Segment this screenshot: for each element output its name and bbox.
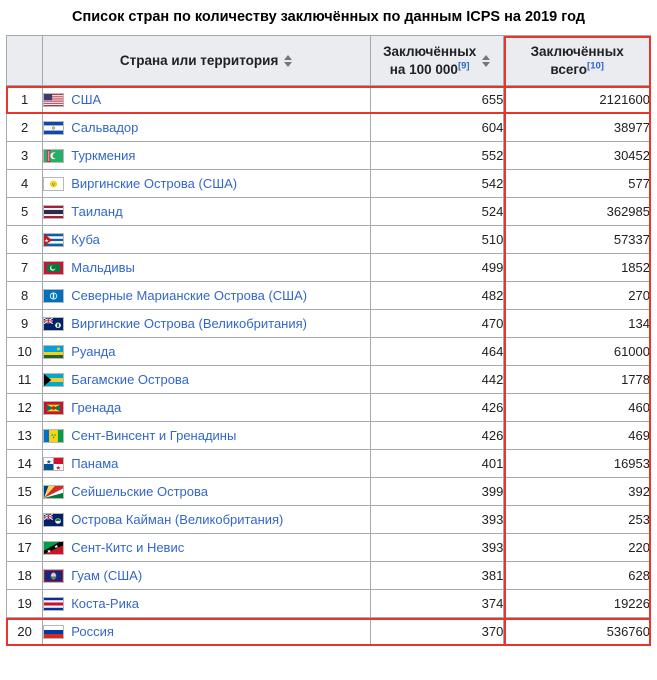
- cell-country: [43, 394, 371, 422]
- table-row: [7, 422, 651, 450]
- cell-total: 38977: [504, 114, 651, 142]
- country-cell: [43, 120, 370, 136]
- cell-country: [43, 366, 371, 394]
- cell-rank: 20: [7, 618, 43, 646]
- table-header: [7, 36, 651, 86]
- country-link[interactable]: Виргинские Острова (США): [71, 175, 238, 191]
- table-body: [7, 86, 651, 646]
- cell-total: 1778: [504, 366, 651, 394]
- cell-total: 61000: [504, 338, 651, 366]
- cell-per-100k: 426: [370, 422, 503, 450]
- column-header-total-label: [531, 43, 624, 78]
- cell-per-100k: 524: [370, 198, 503, 226]
- cell-per-100k: 510: [370, 226, 503, 254]
- flag-icon-vi: [43, 177, 64, 191]
- sort-arrows-icon[interactable]: [284, 54, 293, 68]
- country-link[interactable]: Сент-Винсент и Гренадины: [71, 427, 237, 443]
- flag-icon-sc: [43, 485, 64, 499]
- table-row: [7, 310, 651, 338]
- cell-country: [43, 506, 371, 534]
- flag-icon-mv: [43, 261, 64, 275]
- cell-country: [43, 198, 371, 226]
- country-cell: [43, 204, 370, 220]
- cell-country: [43, 478, 371, 506]
- flag-icon-ru: [43, 625, 64, 639]
- cell-rank: 5: [7, 198, 43, 226]
- cell-per-100k: 655: [370, 86, 503, 114]
- cell-rank: 4: [7, 170, 43, 198]
- table-row: [7, 170, 651, 198]
- table-row: [7, 254, 651, 282]
- flag-icon-cu: [43, 233, 64, 247]
- flag-icon-mp: [43, 289, 64, 303]
- cell-rank: 15: [7, 478, 43, 506]
- country-cell: [43, 512, 370, 528]
- country-link[interactable]: Таиланд: [71, 203, 123, 219]
- table-row: [7, 86, 651, 114]
- flag-icon-sv: [43, 121, 64, 135]
- country-link[interactable]: Северные Марианские Острова (США): [71, 287, 308, 303]
- prisoners-table: [6, 35, 651, 646]
- reference-10[interactable]: [10]: [587, 60, 604, 72]
- cell-rank: 14: [7, 450, 43, 478]
- country-cell: [43, 148, 370, 164]
- country-link[interactable]: Сент-Китс и Невис: [71, 539, 185, 555]
- country-link[interactable]: Россия: [71, 623, 114, 639]
- country-cell: [43, 176, 370, 192]
- cell-per-100k: 442: [370, 366, 503, 394]
- cell-total: 577: [504, 170, 651, 198]
- cell-country: [43, 338, 371, 366]
- cell-total: 392: [504, 478, 651, 506]
- cell-rank: 6: [7, 226, 43, 254]
- per-100k-line2: на 100 000: [389, 61, 458, 77]
- table-row: [7, 338, 651, 366]
- table-row: [7, 394, 651, 422]
- country-cell: [43, 568, 370, 584]
- cell-per-100k: 552: [370, 142, 503, 170]
- country-cell: [43, 92, 370, 108]
- cell-country: [43, 450, 371, 478]
- cell-total: 2121600: [504, 86, 651, 114]
- cell-rank: 17: [7, 534, 43, 562]
- cell-per-100k: 542: [370, 170, 503, 198]
- cell-rank: 3: [7, 142, 43, 170]
- table-row: [7, 366, 651, 394]
- flag-icon-tm: [43, 149, 64, 163]
- header-row: [7, 36, 651, 86]
- flag-icon-th: [43, 205, 64, 219]
- table-row: [7, 534, 651, 562]
- country-link[interactable]: Мальдивы: [71, 259, 135, 275]
- cell-per-100k: 426: [370, 394, 503, 422]
- cell-rank: 12: [7, 394, 43, 422]
- cell-per-100k: 604: [370, 114, 503, 142]
- table-row: [7, 114, 651, 142]
- cell-country: [43, 142, 371, 170]
- country-link[interactable]: Виргинские Острова (Великобритания): [71, 315, 307, 331]
- country-cell: [43, 540, 370, 556]
- cell-country: [43, 86, 371, 114]
- table-row: [7, 450, 651, 478]
- country-link[interactable]: Руанда: [71, 343, 116, 359]
- flag-icon-cr: [43, 597, 64, 611]
- cell-total: 460: [504, 394, 651, 422]
- column-header-rank: [7, 36, 43, 86]
- cell-country: [43, 282, 371, 310]
- cell-rank: 10: [7, 338, 43, 366]
- cell-country: [43, 254, 371, 282]
- cell-country: [43, 534, 371, 562]
- cell-total: 469: [504, 422, 651, 450]
- country-link[interactable]: Туркмения: [71, 147, 136, 163]
- flag-icon-kn: [43, 541, 64, 555]
- flag-icon-pa: [43, 457, 64, 471]
- table-wrapper: [0, 35, 657, 646]
- cell-total: 30452: [504, 142, 651, 170]
- reference-9[interactable]: [9]: [457, 60, 470, 72]
- cell-rank: 11: [7, 366, 43, 394]
- country-cell: [43, 596, 370, 612]
- cell-total: 220: [504, 534, 651, 562]
- cell-total: 134: [504, 310, 651, 338]
- cell-country: [43, 114, 371, 142]
- cell-country: [43, 590, 371, 618]
- cell-country: [43, 562, 371, 590]
- table-row: [7, 142, 651, 170]
- cell-rank: 7: [7, 254, 43, 282]
- table-row: [7, 590, 651, 618]
- cell-per-100k: 399: [370, 478, 503, 506]
- cell-country: [43, 170, 371, 198]
- cell-country: [43, 226, 371, 254]
- cell-rank: 19: [7, 590, 43, 618]
- column-header-country-label: Страна или территория: [119, 52, 279, 68]
- country-cell: [43, 456, 370, 472]
- column-header-per-100k[interactable]: [370, 36, 503, 86]
- country-cell: [43, 232, 370, 248]
- per-100k-line1: Заключённых: [383, 44, 477, 60]
- country-link[interactable]: США: [71, 91, 102, 107]
- table-row: [7, 198, 651, 226]
- country-link[interactable]: Коста-Рика: [71, 595, 140, 611]
- country-link[interactable]: Багамские Острова: [71, 371, 189, 387]
- table-row: [7, 478, 651, 506]
- total-line2: всего: [550, 61, 588, 77]
- flag-icon-bs: [43, 373, 64, 387]
- country-cell: [43, 260, 370, 276]
- country-link[interactable]: Сейшельские Острова: [71, 483, 209, 499]
- cell-per-100k: 381: [370, 562, 503, 590]
- country-cell: [43, 372, 370, 388]
- country-cell: [43, 316, 370, 332]
- table-row: [7, 282, 651, 310]
- cell-total: 362985: [504, 198, 651, 226]
- country-link[interactable]: Куба: [71, 231, 100, 247]
- cell-total: 270: [504, 282, 651, 310]
- cell-country: [43, 310, 371, 338]
- cell-total: 57337: [504, 226, 651, 254]
- table-row: [7, 562, 651, 590]
- cell-per-100k: 470: [370, 310, 503, 338]
- flag-icon-vg: [43, 317, 64, 331]
- cell-total: 253: [504, 506, 651, 534]
- country-cell: [43, 428, 370, 444]
- cell-total: 628: [504, 562, 651, 590]
- country-cell: [43, 484, 370, 500]
- cell-rank: 9: [7, 310, 43, 338]
- page-title: Список стран по количеству заключённых по данным ICPS на 2019 год: [72, 9, 585, 25]
- cell-rank: 8: [7, 282, 43, 310]
- cell-rank: 13: [7, 422, 43, 450]
- country-cell: [43, 288, 370, 304]
- country-link[interactable]: Гренада: [71, 399, 122, 415]
- cell-per-100k: 393: [370, 534, 503, 562]
- cell-total: 16953: [504, 450, 651, 478]
- flag-icon-gd: [43, 401, 64, 415]
- column-header-total[interactable]: [504, 36, 651, 86]
- country-link[interactable]: Сальвадор: [71, 119, 139, 135]
- cell-per-100k: 499: [370, 254, 503, 282]
- cell-per-100k: 370: [370, 618, 503, 646]
- country-link[interactable]: Гуам (США): [71, 567, 143, 583]
- flag-icon-ky: [43, 513, 64, 527]
- cell-country: [43, 422, 371, 450]
- cell-per-100k: 393: [370, 506, 503, 534]
- country-cell: [43, 400, 370, 416]
- cell-per-100k: 482: [370, 282, 503, 310]
- flag-icon-rw: [43, 345, 64, 359]
- cell-country: [43, 618, 371, 646]
- flag-icon-us: [43, 93, 64, 107]
- flag-icon-vc: [43, 429, 64, 443]
- cell-total: 536760: [504, 618, 651, 646]
- country-link[interactable]: Острова Кайман (Великобритания): [71, 511, 284, 527]
- cell-rank: 16: [7, 506, 43, 534]
- cell-per-100k: 401: [370, 450, 503, 478]
- svg-text:V: V: [52, 182, 56, 187]
- cell-rank: 18: [7, 562, 43, 590]
- column-header-per-100k-label: [383, 43, 476, 78]
- cell-total: 19226: [504, 590, 651, 618]
- table-row: [7, 506, 651, 534]
- country-link[interactable]: Панама: [71, 455, 119, 471]
- flag-icon-gu: [43, 569, 64, 583]
- cell-rank: 1: [7, 86, 43, 114]
- country-cell: [43, 344, 370, 360]
- country-cell: [43, 624, 370, 640]
- cell-per-100k: 464: [370, 338, 503, 366]
- table-row: [7, 226, 651, 254]
- cell-per-100k: 374: [370, 590, 503, 618]
- total-line1: Заключённых: [530, 44, 624, 60]
- cell-rank: 2: [7, 114, 43, 142]
- sort-arrows-icon[interactable]: [482, 54, 491, 68]
- cell-total: 1852: [504, 254, 651, 282]
- column-header-country[interactable]: [43, 36, 371, 86]
- table-row: [7, 618, 651, 646]
